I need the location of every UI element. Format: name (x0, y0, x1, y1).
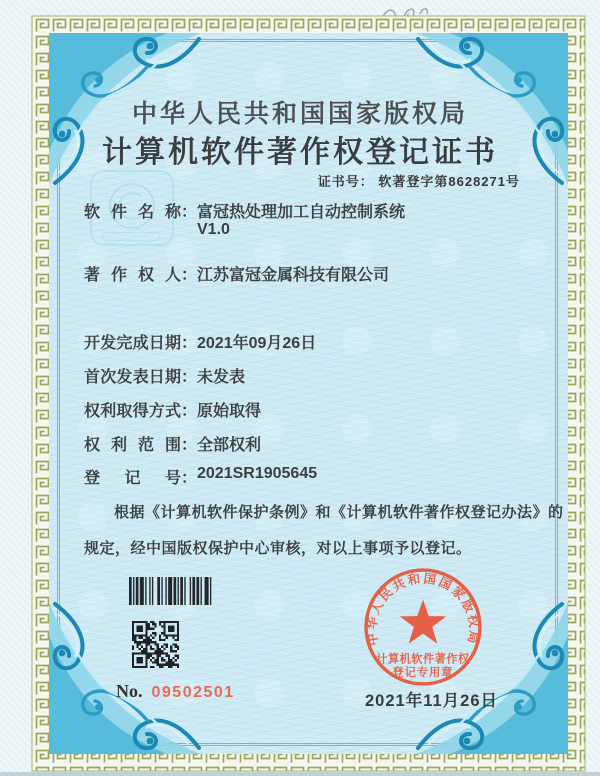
field-label: 开发完成日期 (84, 335, 181, 352)
colon: ： (181, 470, 198, 487)
field-label: 软件名称 (84, 204, 181, 221)
field-label: 权利范围 (84, 437, 181, 454)
field-label: 权利取得方式 (84, 403, 181, 420)
colon: ： (181, 335, 198, 352)
field-first-publication-date (84, 364, 246, 387)
field-value: 2021年09月26日 (197, 335, 317, 352)
certificate-number-value: 软著登字第8628271号 (378, 174, 520, 189)
colon: ： (181, 204, 198, 221)
seal-text-line2: 登记专用章 (392, 666, 454, 679)
serial-number-line (116, 681, 235, 702)
field-value: 2021SR1905645 (197, 465, 318, 482)
qr-code (132, 621, 179, 668)
barcode (129, 577, 214, 605)
statement-line-1: 根据《计算机软件保护条例》和《计算机软件著作权登记办法》的 (114, 504, 564, 521)
field-value: 全部权利 (197, 437, 262, 454)
colon: ： (181, 267, 198, 284)
field-software-name (84, 199, 406, 222)
software-version: V1.0 (197, 221, 230, 238)
field-value: 江苏富冠金属科技有限公司 (197, 267, 390, 284)
seal-text-line1: 计算机软件著作权 (376, 653, 470, 666)
watermark-base (102, 232, 160, 241)
seal-ring-text: 中华人民共和国国家版权局 (364, 571, 482, 647)
official-seal (362, 566, 484, 688)
field-copyright-owner (84, 262, 390, 285)
field-dev-completion-date (84, 330, 317, 353)
border-top (32, 16, 585, 33)
field-rights-scope (84, 432, 262, 455)
certificate-number-line (318, 171, 520, 190)
field-label: 登记号 (84, 470, 181, 487)
colon: ： (181, 437, 198, 454)
issuer-title: 中华人民共和国国家版权局 (131, 100, 468, 128)
issue-date: 2021年11月26日 (365, 692, 499, 710)
serial-number: 09502501 (151, 684, 235, 701)
seal-star-icon (400, 600, 446, 644)
field-registration-number (84, 465, 318, 488)
field-rights-acquisition (84, 398, 262, 421)
border-bottom (32, 754, 585, 771)
certificate-title: 计算机软件著作权登记证书 (102, 136, 498, 169)
certificate-number-label: 证书号： (317, 174, 374, 189)
field-value: 未发表 (197, 369, 246, 386)
field-label: 著作权人 (84, 267, 181, 284)
field-value: 富冠热处理加工自动控制系统 (197, 204, 406, 221)
serial-label: No. (116, 681, 143, 701)
field-value: 原始取得 (197, 403, 262, 420)
colon: ： (181, 369, 198, 386)
statement-line-2: 规定，经中国版权保护中心审核，对以上事项予以登记。 (84, 540, 472, 557)
colon: ： (181, 403, 198, 420)
field-label: 首次发表日期 (84, 369, 181, 386)
